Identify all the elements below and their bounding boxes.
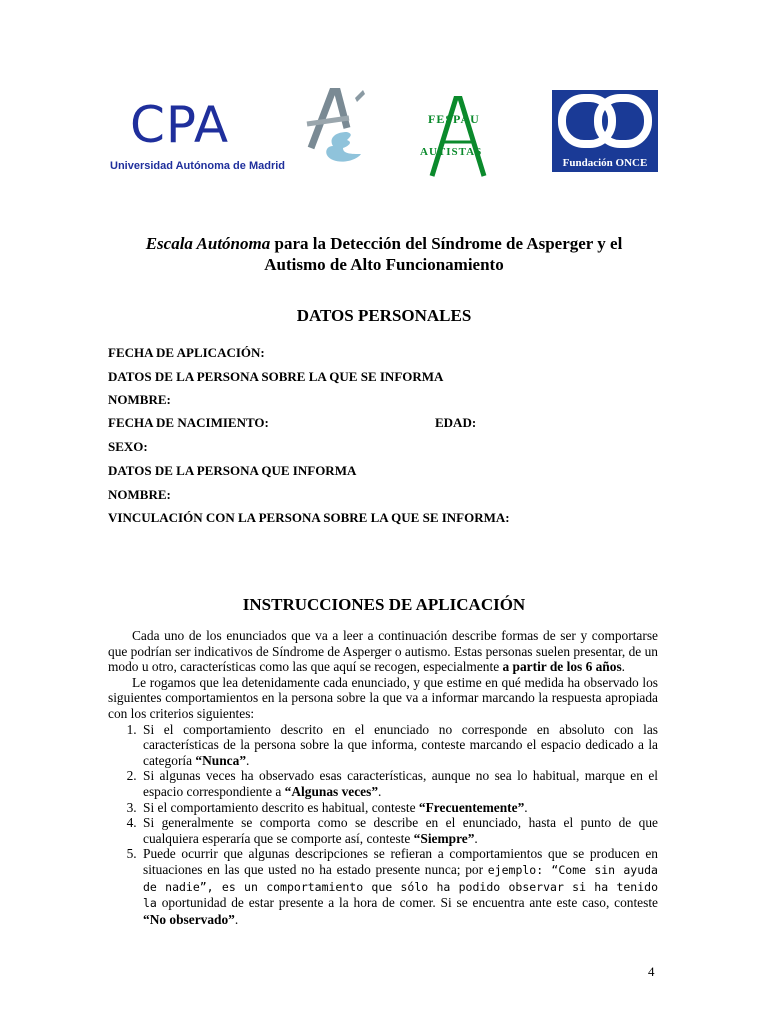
criteria-category: “Siempre”: [413, 830, 475, 846]
criteria-text: Puede ocurrir que algunas descripciones se refieran a comportamientos que se producen en situaciones en las que usted no ha estado presente nunca; por: [143, 846, 658, 877]
title-line2: Autismo de Alto Funcionamiento: [264, 255, 504, 274]
page-number: 4: [648, 964, 655, 979]
criteria-text: Si el comportamiento descrito en el enunciado no corresponde en absoluto con las características de la persona sobre la que informa, conteste marcando el espacio dedicado a la categoría: [143, 721, 658, 768]
ae-logo-graphic: [303, 88, 375, 166]
fecha-nacimiento-label: FECHA DE NACIMIENTO:: [108, 415, 269, 430]
logo-bar: [0, 88, 768, 178]
title-line1-rest: para la Detección del Síndrome de Asperger y el: [270, 234, 623, 253]
criteria-end: .: [378, 783, 382, 799]
fecha-aplicacion-label: FECHA DE APLICACIÓN:: [108, 345, 265, 360]
criteria-category: “Nunca”: [195, 752, 247, 768]
sexo-label: SEXO:: [108, 439, 148, 454]
criteria-item: [140, 800, 658, 816]
instructions-paragraph-1: [108, 628, 658, 675]
fespau-top-text: FESPAU: [428, 112, 480, 126]
persona-informante-heading: DATOS DE LA PERSONA QUE INFORMA: [108, 463, 357, 478]
criteria-end: .: [234, 911, 239, 927]
cpa-logo: [108, 96, 286, 172]
persona-informada-heading: DATOS DE LA PERSONA SOBRE LA QUE SE INFORMA: [108, 369, 444, 384]
vinculacion-label: VINCULACIÓN CON LA PERSONA SOBRE LA QUE SE INFORMA:: [108, 510, 510, 525]
datos-personales-heading: DATOS PERSONALES: [296, 306, 472, 325]
criteria-category: “Algunas veces”: [284, 783, 379, 799]
fundacion-once-logo: [552, 90, 658, 172]
criteria-text: Si el comportamiento descrito es habitual, conteste: [143, 799, 419, 815]
criteria-example: ejemplo: “Come sin ayuda de nadie”, es un comportamiento que sólo ha podido observar si ha tenido la: [143, 862, 658, 911]
criteria-item: [140, 768, 658, 799]
once-rings-graphic: [552, 92, 658, 156]
nombre-label-2: NOMBRE:: [108, 487, 171, 502]
p1-bold: a partir de los 6 años: [502, 659, 622, 675]
criteria-item: [140, 846, 658, 927]
criteria-text-cont: oportunidad de estar presente a la hora de comer. Si se encuentra ante este caso, conteste: [156, 895, 658, 911]
criteria-text: Si generalmente se comporta como se describe en el enunciado, hasta el punto de que cualquiera esperaría que se comporte así, conteste: [143, 815, 658, 846]
instructions-body: [108, 628, 658, 927]
cpa-logo-text: CPA: [130, 96, 230, 154]
fespau-bottom-text: AUTISTAS: [420, 146, 483, 158]
title-italic: Escala Autónoma: [145, 234, 271, 253]
criteria-category: “No observado”: [143, 911, 235, 927]
criteria-category: “Frecuentemente”: [418, 799, 525, 815]
cpa-logo-subtitle: Universidad Autónoma de Madrid: [110, 160, 286, 172]
fespau-a-graphic: [418, 96, 498, 178]
fespau-logo: [418, 96, 498, 178]
criteria-item: [140, 722, 658, 769]
document-title: [100, 233, 668, 275]
ae-logo: [303, 88, 375, 166]
nombre-label-1: NOMBRE:: [108, 392, 171, 407]
criteria-item: [140, 815, 658, 846]
instrucciones-heading: INSTRUCCIONES DE APLICACIÓN: [242, 595, 526, 614]
p1-text: Cada uno de los enunciados que va a leer a continuación describe formas de ser y comportarse que podrían ser indicativos de Síndrome de Asperger o autismo. Estas personas suelen presentar, de un modo u otro, características como las que aquí se recogen, especialmente: [108, 628, 658, 675]
criteria-text: Si algunas veces ha observado esas características, aunque no sea lo habitual, marque en el espacio correspondiente a: [143, 768, 658, 799]
once-label: Fundación ONCE: [562, 157, 648, 169]
instructions-paragraph-2: Le rogamos que lea detenidamente cada enunciado, y que estime en qué medida ha observado los siguientes comportamientos en la persona sobre la que va a informar marcando la respuesta apropiada con los criterios siguientes:: [108, 674, 658, 721]
criteria-list: [108, 722, 658, 928]
criteria-end: .: [524, 799, 528, 815]
p1-end: .: [621, 659, 626, 675]
criteria-end: .: [474, 830, 478, 846]
edad-label: EDAD:: [435, 415, 477, 430]
criteria-end: .: [246, 752, 250, 768]
